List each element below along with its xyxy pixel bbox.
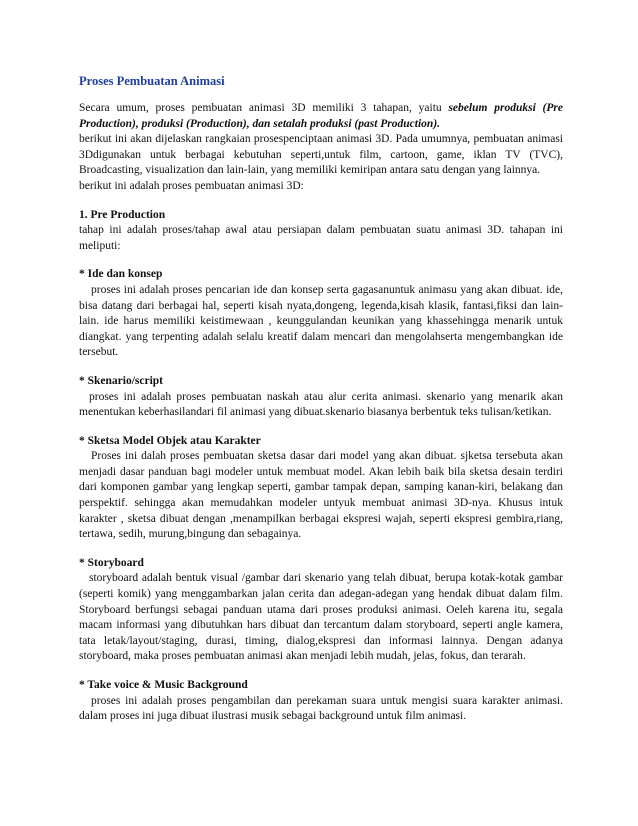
item-skenario (79, 374, 563, 421)
intro-paragraph (79, 101, 563, 195)
item-heading: * Ide dan konsep (79, 268, 163, 281)
item-text: proses ini adalah proses pembuatan naskah atau alur cerita animasi. skenario yang menarik akan menentukan keberhasilandari fil animasi yang dibuat.skenario biasanya berbentuk teks tulisan/ketikan. (79, 390, 563, 419)
item-text: Proses ini dalah proses pembuatan sketsa dasar dari model yang akan dibuat. sjketsa tersebuta akan menjadi dasar panduan bagi modeler untuk membuat model. Akan lebih baik bila sketsa desain terdiri dari komponen gambar yang lengkap seperti, gambar tampak depan, samping kanan-kiri, belakang dan perspektif. sehingga akan memudahkan modeler untyuk membuat animasi 3D-nya. Khusus intuk karakter , sketsa dibuat dengan ,menampilkan berbagai ekspresi wajah, seperti ekspresi gembira,riang, tertawa, sedih, murung,bingung dan sebagainya. (79, 450, 563, 541)
section-pre-production (79, 208, 563, 255)
intro-text-last: berikut ini adalah proses pembuatan animasi 3D: (79, 179, 304, 192)
item-text: proses ini adalah proses pengambilan dan perekaman suara untuk mengisi suara karakter animasi. dalam proses ini juga dibuat ilustrasi musik sebagai background untuk film animasi. (79, 694, 563, 723)
item-text: storyboard adalah bentuk visual /gambar dari skenario yang telah dibuat, berupa kotak-kotak gambar (seperti komik) yang menggambarkan jalan cerita dan adegan-adegan yang hendak dibuat dalam film. Storyboard berfungsi sebagai panduan utama dari proses produksi animasi. Oeleh karena itu, segala macam informasi yang dibutuhkan hars dibuat dan tercantum dalam storyboard, seperti angle kamera, tata letak/layout/staging, durasi, timing, dialog,ekspresi dan informasi lainnya. Dengan adanya storyboard, maka proses pembuatan animasi akan menjadi lebih mudah, jelas, fokus, dan terarah. (79, 572, 563, 663)
section-heading: 1. Pre Production (79, 208, 166, 221)
document-page (79, 73, 563, 738)
intro-text-rest: berikut ini akan dijelaskan rangkaian prosespenciptaan animasi 3D. Pada umumnya, pembuatan animasi 3Ddigunakan untuk berbagai kebutuhan seperti,untuk film, cartoon, game, iklan TV (TVC), Broadcasting, visualization dan lain-lain, yang memiliki kemiripan antara satu dengan yang lainnya. (79, 133, 563, 177)
item-heading: * Sketsa Model Objek atau Karakter (79, 434, 261, 447)
item-text: proses ini adalah proses pencarian ide dan konsep serta gagasanuntuk animasu yang akan dibuat. ide, bisa datang dari berbagai hal, seperti kisah nyata,dongeng, legenda,kisah klasik, fantasi,fiksi dan lain-lain. ide harus memiliki keistimewaan , keunggulandan keunikan yang khassehingga menarik untuk diangkat. yang terpenting adalah selalu kreatif dalam mencari dan mengolahserta mengembangkan ide tersebut. (79, 283, 563, 359)
item-heading: * Take voice & Music Background (79, 679, 248, 691)
item-sketsa (79, 434, 563, 543)
document-title: Proses Pembuatan Animasi (79, 74, 225, 88)
item-take-voice (79, 678, 563, 725)
section-text: tahap ini adalah proses/tahap awal atau persiapan dalam pembuatan suatu animasi 3D. tahapan ini meliputi: (79, 224, 563, 252)
intro-text-start: Secara umum, proses pembuatan animasi 3D memiliki 3 tahapan, yaitu (79, 102, 449, 114)
intro-emphasis: sebelum produksi (Pre Production), produksi (Production), dan setalah produksi (past Production). (79, 102, 563, 130)
item-storyboard (79, 556, 563, 665)
item-heading: * Storyboard (79, 556, 144, 569)
item-heading: * Skenario/script (79, 374, 164, 387)
item-ide-konsep (79, 267, 563, 361)
